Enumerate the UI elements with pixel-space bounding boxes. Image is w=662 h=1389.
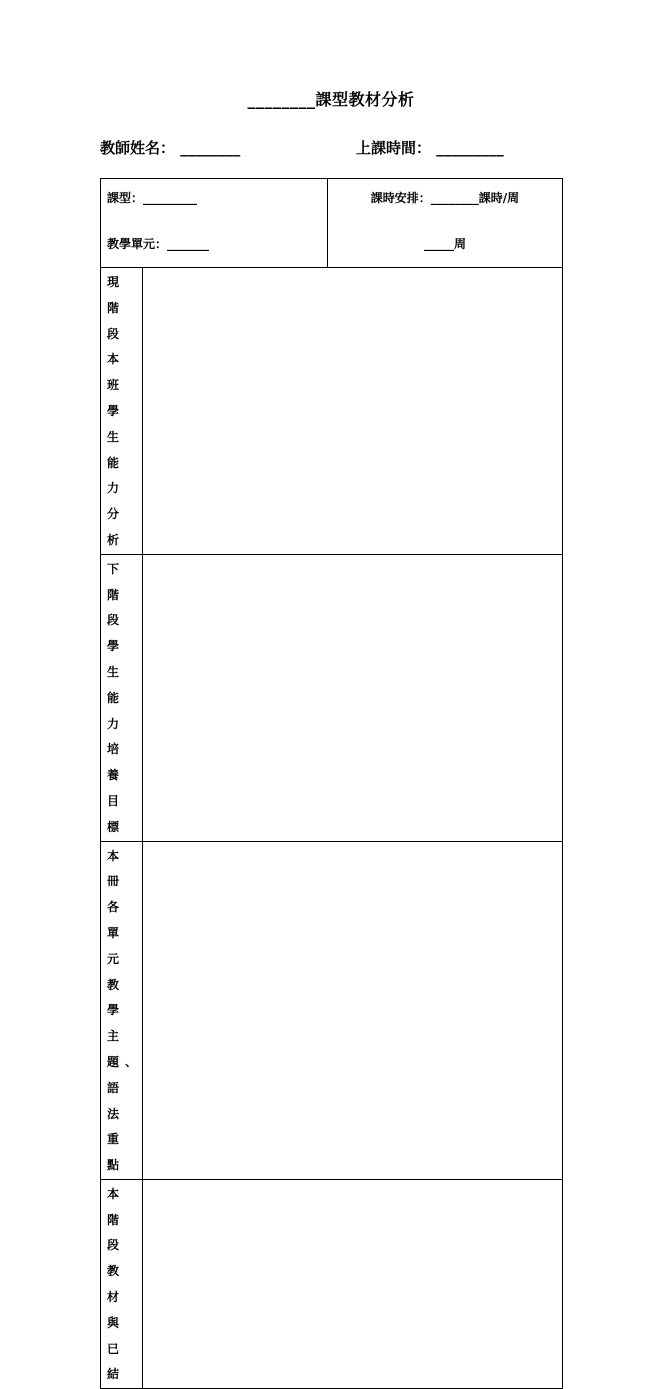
unit-themes-content[interactable] (143, 841, 563, 1179)
class-time-label: 上課時間： (356, 139, 432, 157)
current-ability-content[interactable] (143, 268, 563, 555)
class-time-blank[interactable]: _________ (436, 139, 504, 157)
header-right-cell (328, 179, 563, 268)
class-time-line (356, 137, 504, 158)
teacher-name-label: 教師姓名： (100, 139, 176, 157)
row-label-cell (101, 841, 143, 1179)
row-label-cell (101, 554, 143, 841)
materials-content[interactable] (143, 1179, 563, 1388)
course-type-field[interactable]: 課型：_________ (107, 191, 198, 205)
header-left-cell (101, 179, 328, 268)
hours-arrangement-field[interactable]: 課時安排：________課時/周 (370, 191, 520, 205)
row-label-next-goals: 下階段學生能力培養目標 (107, 561, 126, 834)
row-label-current-ability: 現階段本班學生能力分析 (107, 275, 126, 547)
row-label-unit-themes: 本冊各單元教學主題、語法重點 (107, 848, 144, 1173)
teacher-name-blank[interactable]: ________ (180, 139, 241, 157)
teacher-name-line (100, 137, 240, 158)
next-goals-content[interactable] (143, 554, 563, 841)
row-label-cell (101, 268, 143, 555)
page-title: ________課型教材分析 (247, 90, 415, 109)
row-label-materials: 本階段教材與已結 (107, 1186, 126, 1382)
teaching-unit-field[interactable]: 教學單元：_______ (107, 237, 210, 251)
weeks-field[interactable]: _____周 (423, 237, 466, 251)
row-label-cell (101, 1179, 143, 1388)
analysis-form-table (100, 178, 563, 1389)
